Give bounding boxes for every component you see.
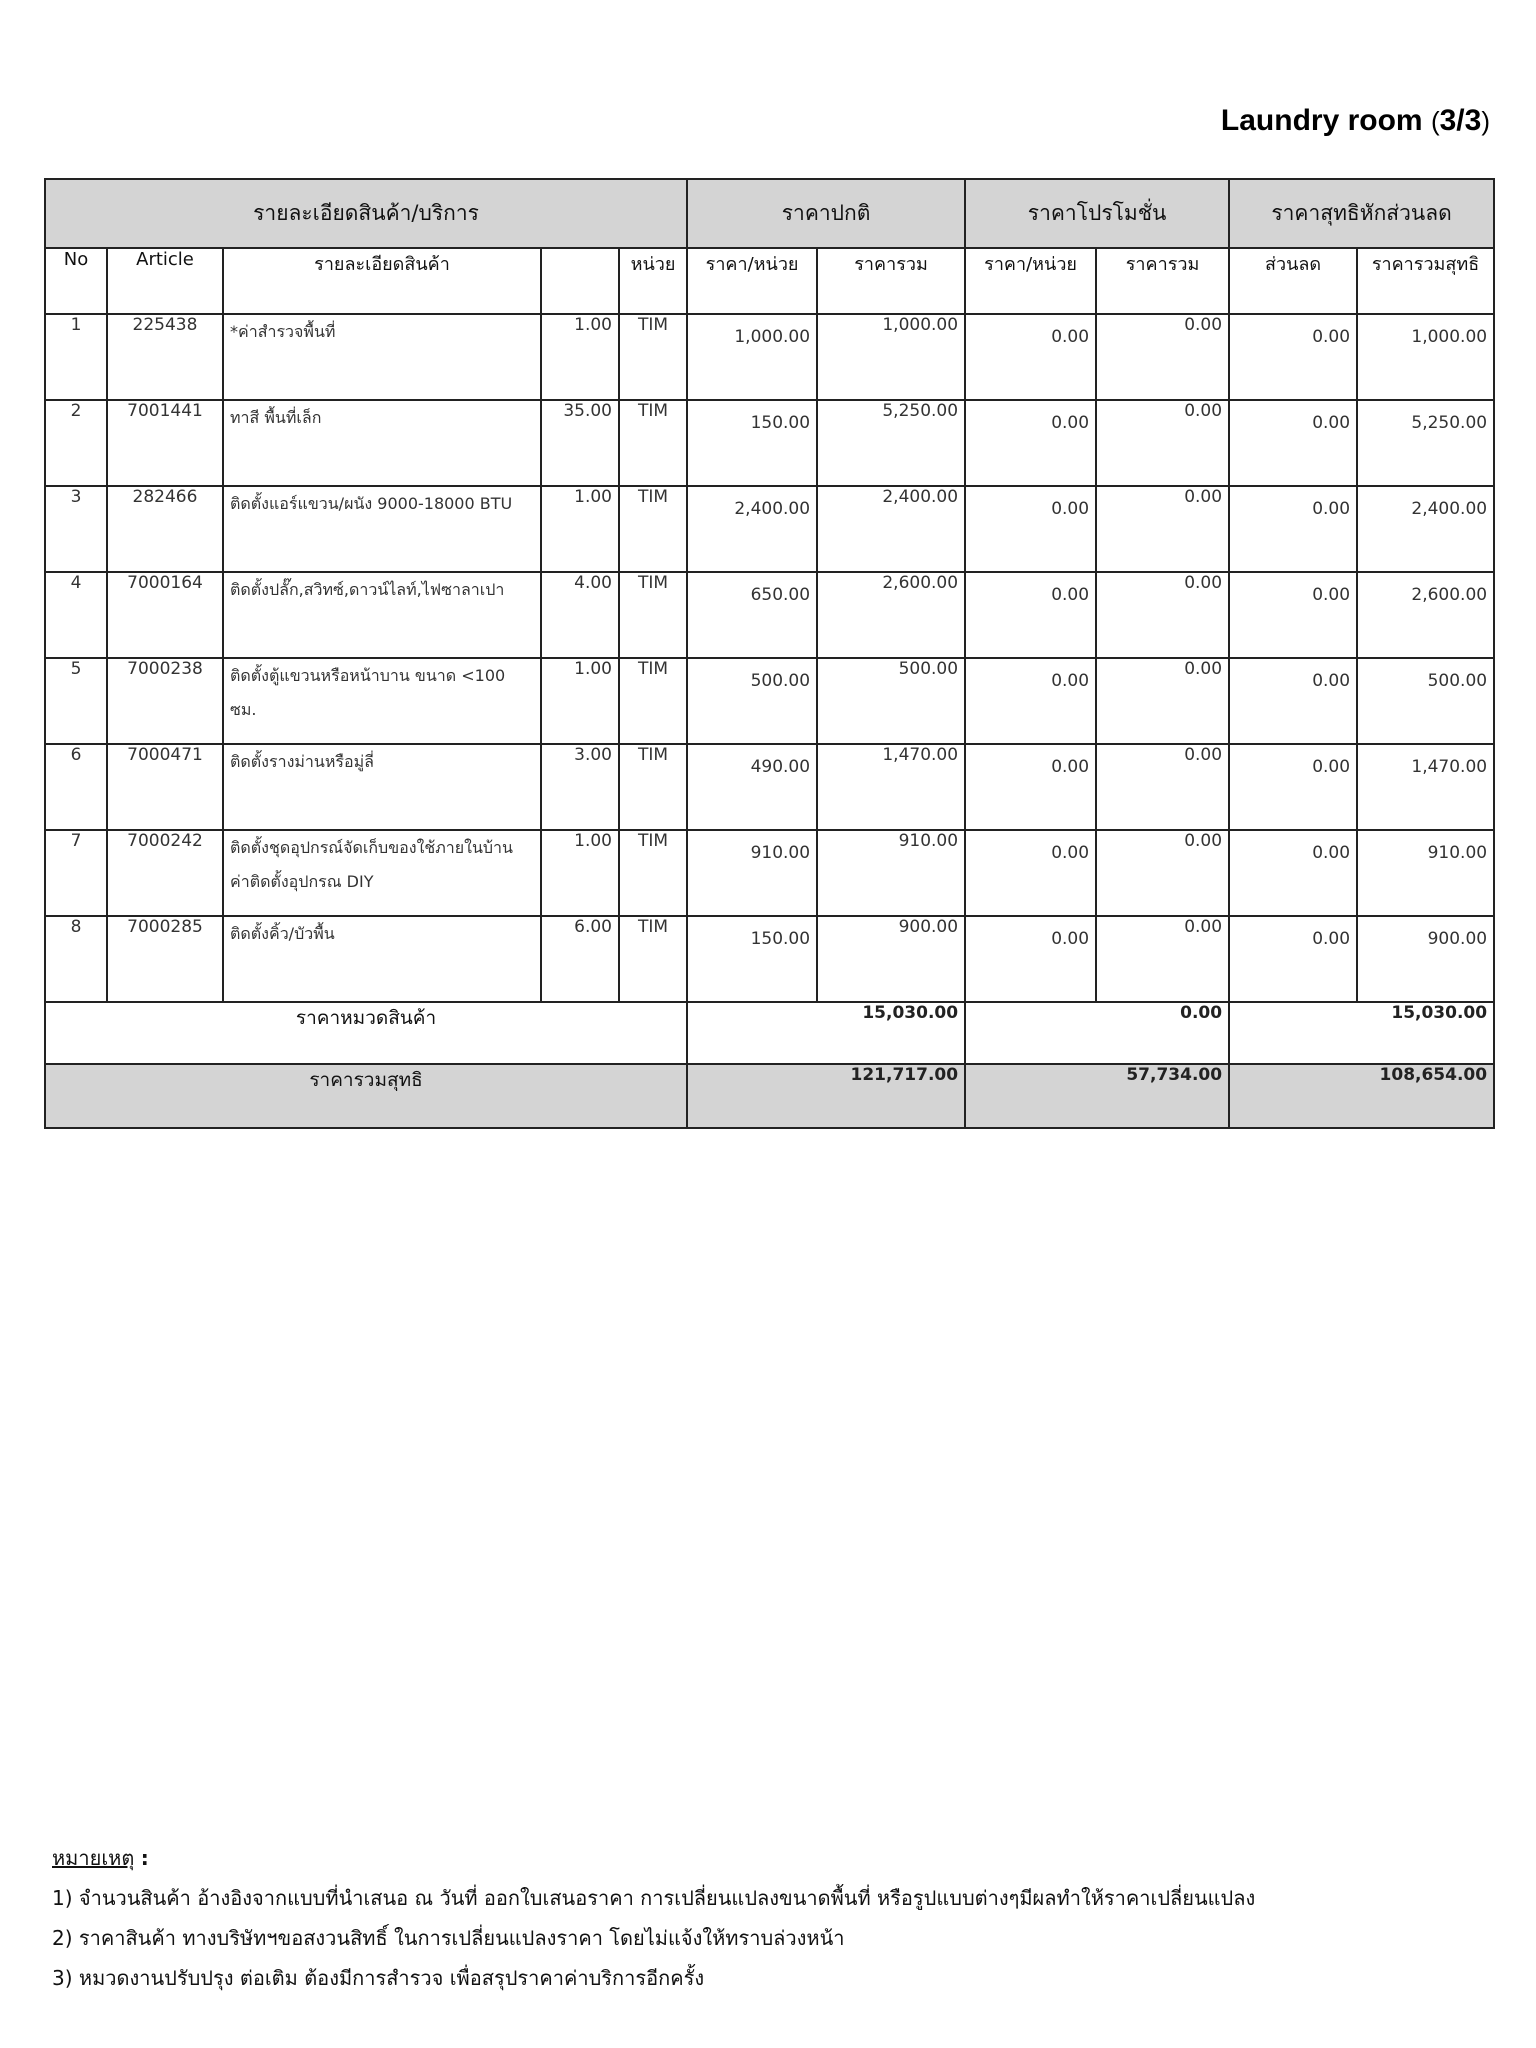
cell-article: 7000285 [107, 916, 223, 1002]
cell-no: 4 [45, 572, 107, 658]
cell-discount: 0.00 [1229, 916, 1357, 1002]
cell-unit-price: 490.00 [687, 744, 817, 830]
table-row [45, 572, 1494, 658]
cell-unit: TIM [619, 744, 687, 830]
table-row [45, 658, 1494, 744]
cell-net-total: 5,250.00 [1357, 400, 1494, 486]
cell-promo-unit-price: 0.00 [965, 830, 1096, 916]
cell-unit: TIM [619, 400, 687, 486]
cell-total: 500.00 [817, 658, 965, 744]
cell-unit: TIM [619, 658, 687, 744]
cell-net-total: 2,400.00 [1357, 486, 1494, 572]
cell-promo-total: 0.00 [1096, 572, 1229, 658]
cell-unit-price: 500.00 [687, 658, 817, 744]
cell-no: 7 [45, 830, 107, 916]
cell-total: 5,250.00 [817, 400, 965, 486]
cell-qty: 1.00 [541, 314, 619, 400]
cell-no: 6 [45, 744, 107, 830]
grand-total-regular: 121,717.00 [687, 1064, 965, 1128]
cell-description: ติดตั้งปลั๊ก,สวิทซ์,ดาวน์ไลท์,ไฟซาลาเปา [223, 572, 541, 658]
cell-promo-unit-price: 0.00 [965, 400, 1096, 486]
header-promo-price: ราคาโปรโมชั่น [965, 179, 1229, 248]
cell-promo-total: 0.00 [1096, 830, 1229, 916]
notes-section [52, 1838, 1492, 1998]
cell-promo-unit-price: 0.00 [965, 572, 1096, 658]
cell-no: 5 [45, 658, 107, 744]
cell-qty: 3.00 [541, 744, 619, 830]
notes-heading-line [52, 1838, 1492, 1878]
subtotal-regular: 15,030.00 [687, 1002, 965, 1064]
cell-promo-total: 0.00 [1096, 486, 1229, 572]
cell-description: ติดตั้งตู้แขวนหรือหน้าบาน ขนาด <100 ซม. [223, 658, 541, 744]
cell-description: *ค่าสำรวจพื้นที่ [223, 314, 541, 400]
cell-discount: 0.00 [1229, 830, 1357, 916]
cell-unit-price: 910.00 [687, 830, 817, 916]
title-paren-close: ) [1481, 106, 1490, 136]
cell-unit: TIM [619, 314, 687, 400]
cell-promo-total: 0.00 [1096, 658, 1229, 744]
col-promo-total: ราคารวม [1096, 248, 1229, 314]
grand-total-row [45, 1064, 1494, 1128]
cell-unit-price: 2,400.00 [687, 486, 817, 572]
title-paren-open: ( [1430, 106, 1440, 136]
cell-article: 7000164 [107, 572, 223, 658]
page-title [1221, 104, 1490, 138]
cell-article: 225438 [107, 314, 223, 400]
cell-discount: 0.00 [1229, 400, 1357, 486]
table-row [45, 486, 1494, 572]
col-unit: หน่วย [619, 248, 687, 314]
cell-total: 1,000.00 [817, 314, 965, 400]
table-row [45, 744, 1494, 830]
cell-net-total: 500.00 [1357, 658, 1494, 744]
cell-discount: 0.00 [1229, 486, 1357, 572]
cell-net-total: 2,600.00 [1357, 572, 1494, 658]
col-regular-unit-price: ราคา/หน่วย [687, 248, 817, 314]
subtotal-net: 15,030.00 [1229, 1002, 1494, 1064]
cell-no: 8 [45, 916, 107, 1002]
cell-article: 7001441 [107, 400, 223, 486]
grand-total-promo: 57,734.00 [965, 1064, 1229, 1128]
cell-promo-total: 0.00 [1096, 744, 1229, 830]
cell-description: ติดตั้งชุดอุปกรณ์จัดเก็บของใช้ภายในบ้าน ค่าติดตั้งอุปกรณ DIY [223, 830, 541, 916]
notes-heading: หมายเหตุ [52, 1846, 135, 1870]
cell-discount: 0.00 [1229, 314, 1357, 400]
notes-colon: : [140, 1846, 149, 1870]
cell-promo-total: 0.00 [1096, 400, 1229, 486]
cell-description: ติดตั้งคิ้ว/บัวพื้น [223, 916, 541, 1002]
cell-description: ติดตั้งแอร์แขวน/ผนัง 9000-18000 BTU [223, 486, 541, 572]
cell-article: 7000471 [107, 744, 223, 830]
title-part: 3/3 [1439, 104, 1482, 137]
cell-qty: 1.00 [541, 658, 619, 744]
cell-unit: TIM [619, 572, 687, 658]
cell-total: 2,600.00 [817, 572, 965, 658]
col-promo-unit-price: ราคา/หน่วย [965, 248, 1096, 314]
table-row [45, 916, 1494, 1002]
cell-description: ทาสี พื้นที่เล็ก [223, 400, 541, 486]
note-item: 2) ราคาสินค้า ทางบริษัทฯขอสงวนสิทธิ์ ในการเปลี่ยนแปลงราคา โดยไม่แจ้งให้ทราบล่วงหน้า [52, 1926, 845, 1950]
subtotal-label: ราคาหมวดสินค้า [45, 1002, 687, 1064]
cell-promo-unit-price: 0.00 [965, 314, 1096, 400]
col-article: Article [107, 248, 223, 314]
quotation-table [44, 178, 1495, 1129]
cell-total: 910.00 [817, 830, 965, 916]
cell-total: 1,470.00 [817, 744, 965, 830]
header-regular-price: ราคาปกติ [687, 179, 965, 248]
cell-promo-unit-price: 0.00 [965, 916, 1096, 1002]
col-no: No [45, 248, 107, 314]
col-regular-total: ราคารวม [817, 248, 965, 314]
cell-unit-price: 1,000.00 [687, 314, 817, 400]
cell-qty: 1.00 [541, 830, 619, 916]
group-header-row [45, 179, 1494, 248]
cell-promo-total: 0.00 [1096, 314, 1229, 400]
cell-unit-price: 150.00 [687, 916, 817, 1002]
cell-promo-unit-price: 0.00 [965, 658, 1096, 744]
cell-unit: TIM [619, 486, 687, 572]
cell-article: 7000242 [107, 830, 223, 916]
header-net-price: ราคาสุทธิหักส่วนลด [1229, 179, 1494, 248]
cell-net-total: 900.00 [1357, 916, 1494, 1002]
cell-unit-price: 650.00 [687, 572, 817, 658]
cell-total: 900.00 [817, 916, 965, 1002]
note-item: 1) จำนวนสินค้า อ้างอิงจากแบบที่นำเสนอ ณ วันที่ ออกใบเสนอราคา การเปลี่ยนแปลงขนาดพื้นที่ หรือรูปแบบต่างๆมีผลทำให้ราคาเปลี่ยนแปลง [52, 1886, 1256, 1910]
cell-qty: 35.00 [541, 400, 619, 486]
note-item: 3) หมวดงานปรับปรุง ต่อเติม ต้องมีการสำรวจ เพื่อสรุปราคาค่าบริการอีกครั้ง [52, 1966, 705, 1990]
subtotal-promo: 0.00 [965, 1002, 1229, 1064]
col-net-total: ราคารวมสุทธิ [1357, 248, 1494, 314]
cell-promo-total: 0.00 [1096, 916, 1229, 1002]
cell-promo-unit-price: 0.00 [965, 744, 1096, 830]
cell-qty: 1.00 [541, 486, 619, 572]
cell-qty: 4.00 [541, 572, 619, 658]
table-row [45, 400, 1494, 486]
table-row [45, 314, 1494, 400]
cell-net-total: 910.00 [1357, 830, 1494, 916]
title-main: Laundry room [1220, 104, 1423, 137]
col-qty [541, 248, 619, 314]
cell-qty: 6.00 [541, 916, 619, 1002]
cell-article: 282466 [107, 486, 223, 572]
cell-unit: TIM [619, 916, 687, 1002]
cell-promo-unit-price: 0.00 [965, 486, 1096, 572]
cell-no: 2 [45, 400, 107, 486]
cell-net-total: 1,470.00 [1357, 744, 1494, 830]
cell-no: 3 [45, 486, 107, 572]
col-discount: ส่วนลด [1229, 248, 1357, 314]
cell-discount: 0.00 [1229, 658, 1357, 744]
grand-total-label: ราคารวมสุทธิ [45, 1064, 687, 1128]
cell-description: ติดตั้งรางม่านหรือมู่ลี่ [223, 744, 541, 830]
cell-discount: 0.00 [1229, 744, 1357, 830]
sub-header-row [45, 248, 1494, 314]
grand-total-net: 108,654.00 [1229, 1064, 1494, 1128]
cell-unit-price: 150.00 [687, 400, 817, 486]
col-description: รายละเอียดสินค้า [223, 248, 541, 314]
cell-total: 2,400.00 [817, 486, 965, 572]
table-row [45, 830, 1494, 916]
cell-no: 1 [45, 314, 107, 400]
header-details: รายละเอียดสินค้า/บริการ [45, 179, 687, 248]
cell-unit: TIM [619, 830, 687, 916]
subtotal-row [45, 1002, 1494, 1064]
cell-article: 7000238 [107, 658, 223, 744]
cell-discount: 0.00 [1229, 572, 1357, 658]
cell-net-total: 1,000.00 [1357, 314, 1494, 400]
